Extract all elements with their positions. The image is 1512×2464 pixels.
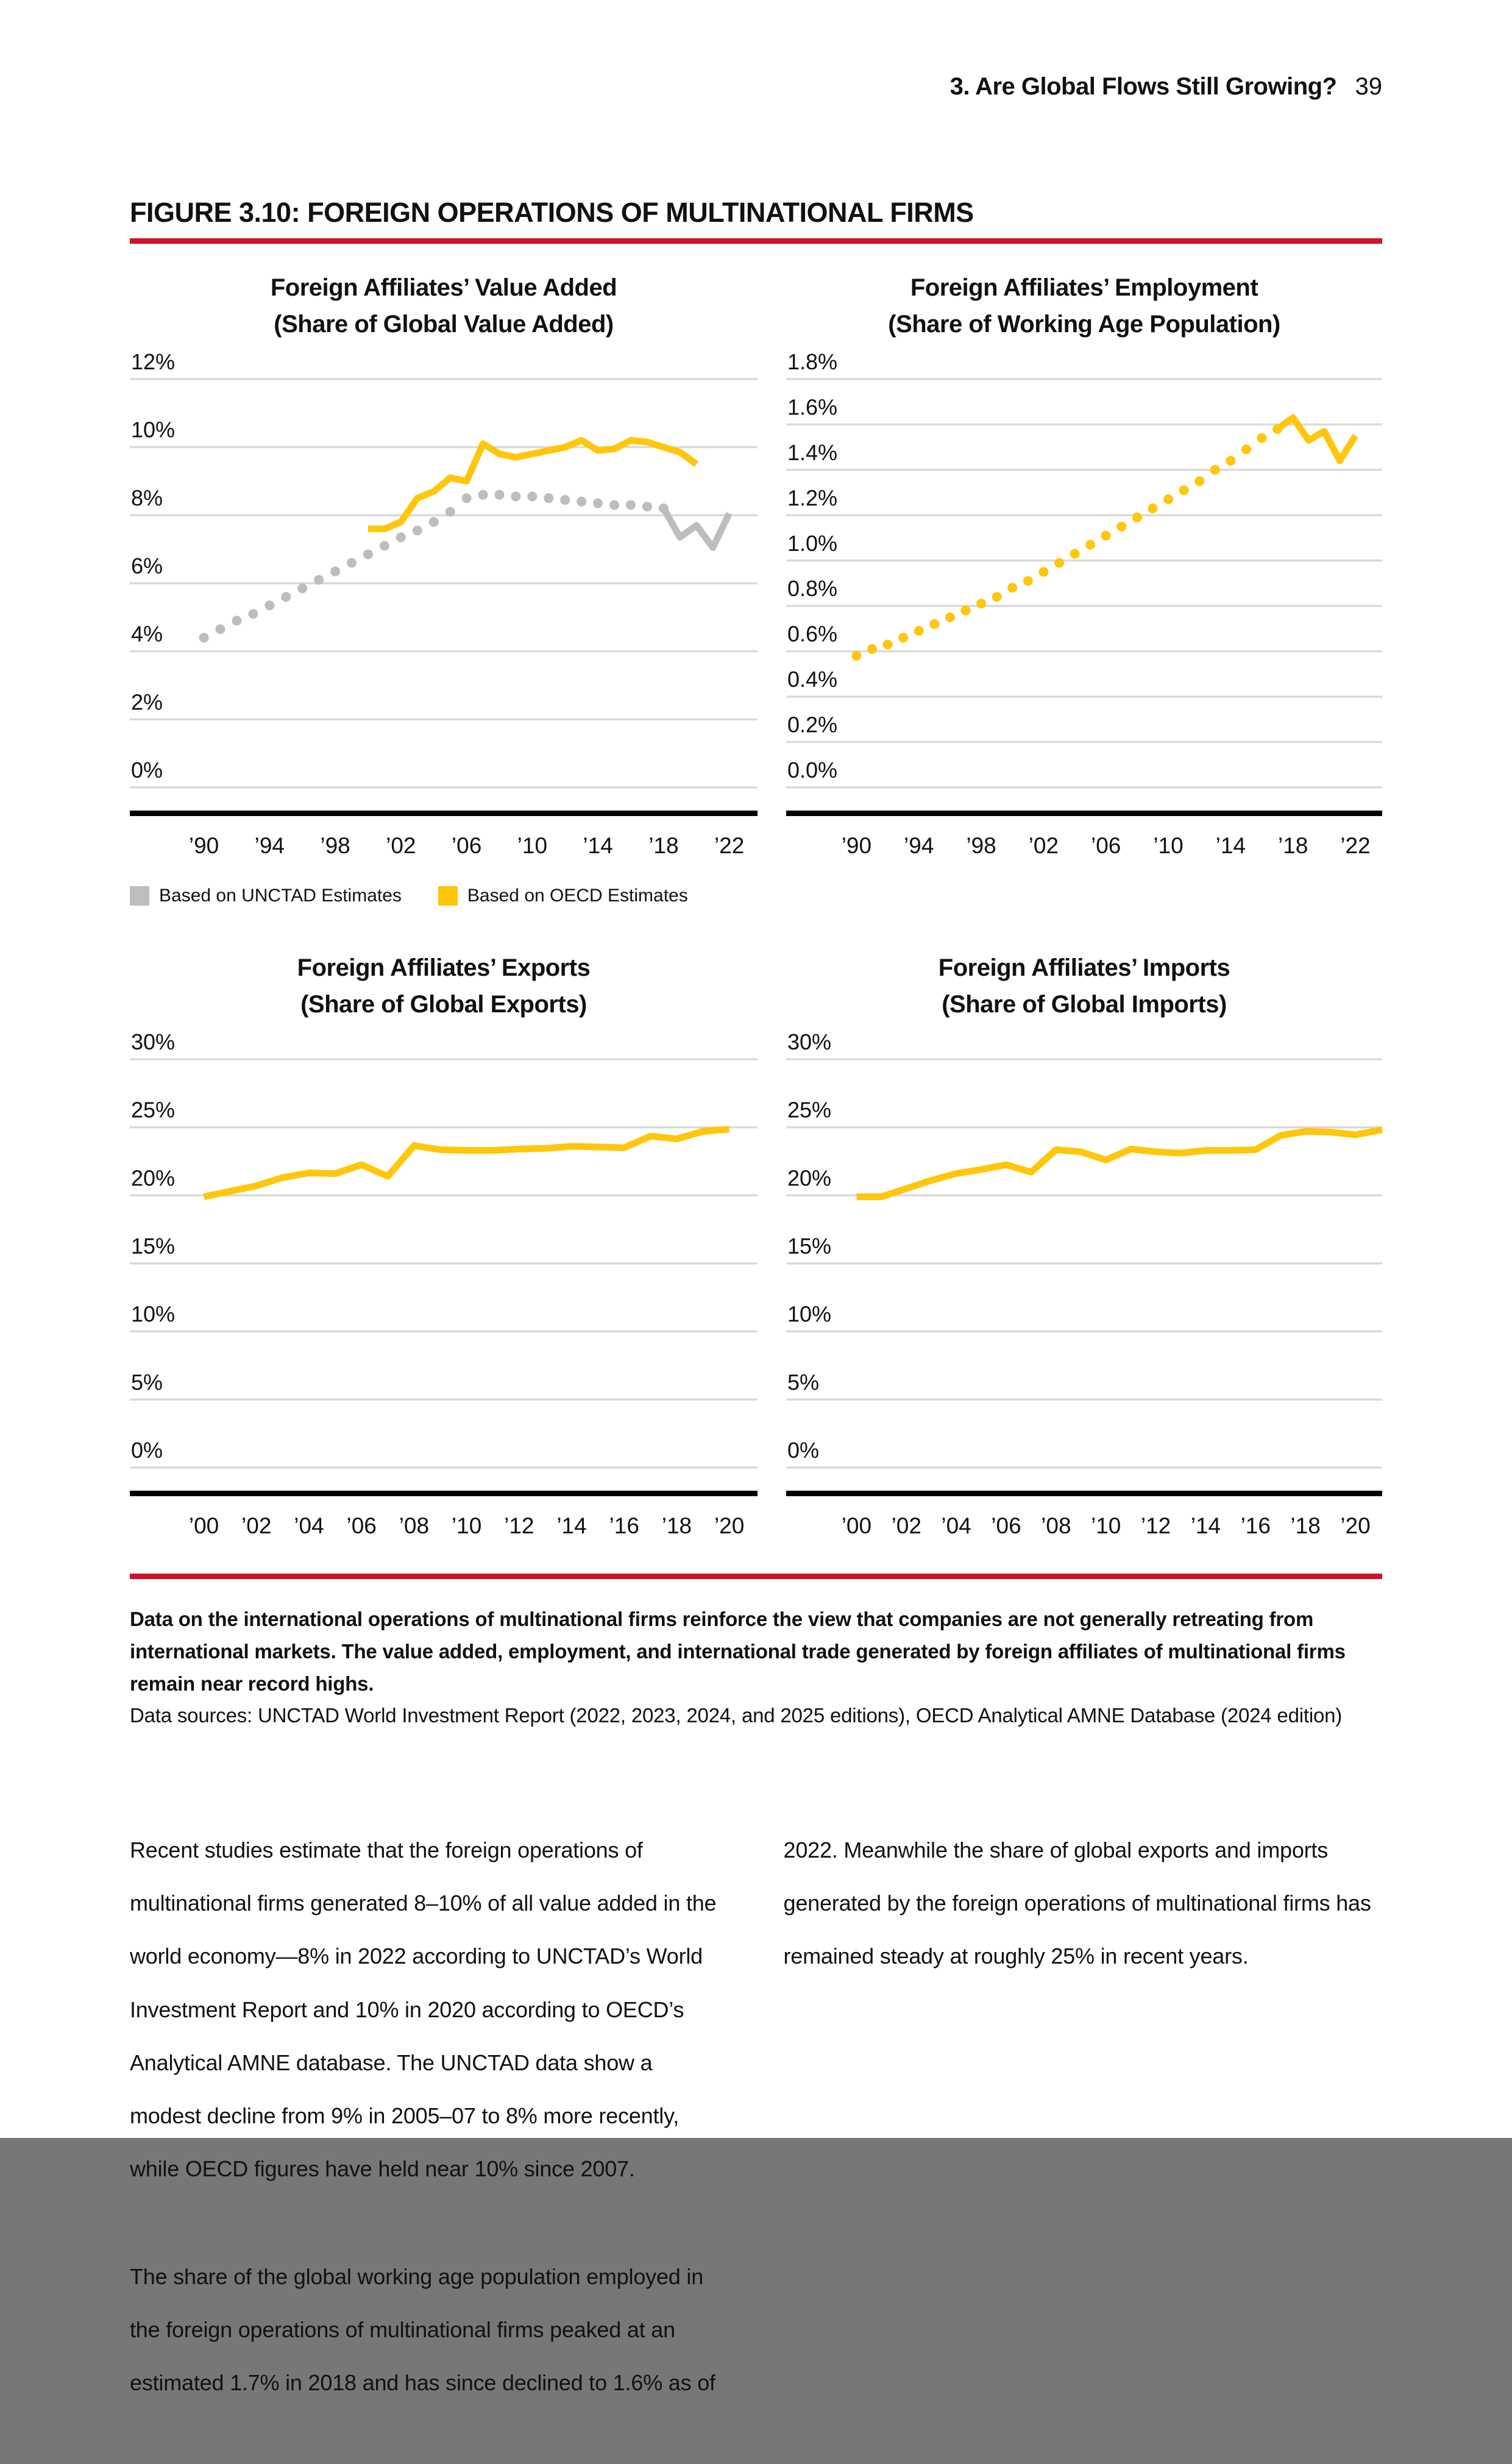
svg-text:’20: ’20 (1340, 1513, 1371, 1538)
svg-text:’16: ’16 (1240, 1513, 1271, 1538)
caption-rule (130, 1574, 1382, 1579)
svg-text:’06: ’06 (991, 1513, 1021, 1538)
paragraph: The share of the global working age population employed in the foreign operations of multinational firms peaked at an estimated 1.7% in 2018 and has since declined to 1.6% as of (130, 2263, 715, 2396)
svg-text:’94: ’94 (254, 833, 285, 858)
svg-text:’14: ’14 (1215, 833, 1246, 858)
svg-text:1.8%: 1.8% (787, 349, 838, 374)
svg-text:25%: 25% (787, 1097, 832, 1123)
svg-text:’06: ’06 (1091, 833, 1121, 858)
svg-text:’06: ’06 (451, 833, 482, 858)
exports-plot (130, 1029, 758, 1553)
svg-text:’04: ’04 (294, 1513, 324, 1538)
svg-text:0%: 0% (787, 1438, 820, 1463)
svg-text:0.2%: 0.2% (787, 712, 838, 737)
svg-text:6%: 6% (131, 553, 163, 578)
figure-title-rule (130, 238, 1382, 244)
chart-employment-title (786, 269, 1382, 349)
chart-imports (786, 950, 1382, 1553)
svg-text:’98: ’98 (966, 833, 996, 858)
svg-text:4%: 4% (131, 621, 163, 647)
svg-text:’10: ’10 (517, 833, 548, 858)
svg-text:15%: 15% (131, 1234, 176, 1259)
legend-item-unctad (130, 886, 402, 906)
svg-text:0%: 0% (131, 1438, 163, 1463)
svg-text:’02: ’02 (386, 833, 416, 858)
legend-item-oecd (438, 886, 688, 906)
svg-text:’06: ’06 (346, 1513, 377, 1538)
value-added-plot (130, 349, 758, 873)
svg-text:0.8%: 0.8% (787, 576, 838, 602)
svg-text:’14: ’14 (556, 1513, 587, 1538)
figure-caption: Data on the international operations of multinational firms reinforce the view that companies are not generally retreating from international markets. The value added, employment, and international trade generated by foreign affiliates of multinational firms remain near record highs. (130, 1608, 1346, 1695)
svg-text:10%: 10% (131, 1301, 176, 1327)
chart-title-line1: Foreign Affiliates’ Exports (297, 954, 591, 981)
svg-text:’22: ’22 (1340, 833, 1371, 858)
svg-text:’22: ’22 (714, 833, 745, 858)
chart-exports-title (130, 950, 758, 1029)
paragraph: Recent studies estimate that the foreign operations of multinational firms generated 8–10% of all value added in the world economy—8% in 2022 according to UNCTAD’s World Investment Report and 10% in 2020 according to OECD’s Analytical AMNE database. The UNCTAD data show a modest decline from 9% in 2005–07 to 8% more recently, while OECD figures have held near 10% since 2007. (130, 1837, 717, 2181)
chart-employment (786, 269, 1382, 873)
svg-text:’02: ’02 (241, 1513, 272, 1538)
svg-text:2%: 2% (131, 689, 163, 715)
body-column-left (130, 1823, 729, 2464)
chart-value-added-title (130, 269, 758, 349)
chart-title-line2: (Share of Global Exports) (300, 991, 587, 1018)
svg-text:1.4%: 1.4% (787, 439, 838, 465)
svg-text:12%: 12% (131, 349, 176, 374)
svg-text:20%: 20% (131, 1165, 176, 1191)
chart-title-line2: (Share of Working Age Population) (888, 311, 1280, 338)
chart-legend (130, 881, 758, 911)
svg-text:’20: ’20 (714, 1513, 745, 1538)
svg-text:25%: 25% (131, 1097, 176, 1123)
legend-spacer (786, 873, 1382, 911)
svg-text:’00: ’00 (188, 1513, 219, 1538)
chart-title-line2: (Share of Global Imports) (942, 991, 1227, 1018)
svg-text:’12: ’12 (504, 1513, 534, 1538)
legend-label: Based on UNCTAD Estimates (159, 886, 402, 906)
chart-title-line1: Foreign Affiliates’ Value Added (270, 274, 617, 301)
svg-text:8%: 8% (131, 485, 163, 511)
svg-text:’12: ’12 (1140, 1513, 1171, 1538)
body-columns (130, 1823, 1382, 2464)
figure-title: FIGURE 3.10: FOREIGN OPERATIONS OF MULTINATIONAL FIRMS (130, 197, 974, 228)
svg-text:’08: ’08 (399, 1513, 430, 1538)
body-column-right (784, 1823, 1383, 2464)
svg-text:’02: ’02 (891, 1513, 921, 1538)
svg-text:’18: ’18 (1290, 1513, 1321, 1538)
svg-text:10%: 10% (787, 1301, 832, 1327)
svg-text:10%: 10% (131, 417, 176, 442)
svg-text:’18: ’18 (1277, 833, 1308, 858)
svg-text:30%: 30% (787, 1029, 832, 1054)
charts-grid (130, 269, 1382, 1553)
imports-plot (786, 1029, 1382, 1553)
svg-text:’10: ’10 (451, 1513, 482, 1538)
svg-text:’18: ’18 (661, 1513, 692, 1538)
svg-text:’90: ’90 (841, 833, 872, 858)
employment-plot (786, 349, 1382, 873)
svg-text:’02: ’02 (1028, 833, 1059, 858)
svg-text:’98: ’98 (320, 833, 350, 858)
unctad-swatch-icon (130, 886, 149, 906)
oecd-swatch-icon (438, 886, 458, 906)
svg-text:15%: 15% (787, 1234, 832, 1259)
header-title: 3. Are Global Flows Still Growing? (949, 73, 1337, 100)
chart-title-line1: Foreign Affiliates’ Employment (910, 274, 1258, 301)
page-number: 39 (1355, 73, 1382, 100)
svg-text:1.0%: 1.0% (787, 530, 838, 556)
svg-text:1.6%: 1.6% (787, 394, 838, 420)
svg-text:’16: ’16 (609, 1513, 639, 1538)
svg-text:30%: 30% (131, 1029, 176, 1054)
svg-text:’08: ’08 (1041, 1513, 1071, 1538)
data-sources: Data sources: UNCTAD World Investment Report (2022, 2023, 2024, and 2025 editions), OECD Analytical AMNE Database (2024 edition) (130, 1704, 1343, 1727)
svg-text:’04: ’04 (941, 1513, 971, 1538)
svg-text:’14: ’14 (583, 833, 613, 858)
svg-text:5%: 5% (131, 1369, 163, 1395)
chart-title-line1: Foreign Affiliates’ Imports (938, 954, 1230, 981)
page-header (130, 73, 1382, 101)
svg-text:’90: ’90 (188, 833, 219, 858)
svg-text:5%: 5% (787, 1369, 820, 1395)
svg-text:0.6%: 0.6% (787, 621, 838, 647)
svg-text:20%: 20% (787, 1165, 832, 1191)
chart-value-added (130, 269, 758, 873)
svg-text:’10: ’10 (1091, 1513, 1121, 1538)
svg-text:’14: ’14 (1190, 1513, 1221, 1538)
chart-imports-title (786, 950, 1382, 1029)
chart-title-line2: (Share of Global Value Added) (274, 311, 614, 338)
svg-text:’00: ’00 (841, 1513, 872, 1538)
chart-exports (130, 950, 758, 1553)
svg-text:0.0%: 0.0% (787, 758, 838, 783)
paragraph: 2022. Meanwhile the share of global exports and imports generated by the foreign operations of multinational firms has remained steady at roughly 25% in recent years. (783, 1837, 1371, 1969)
svg-text:’94: ’94 (904, 833, 934, 858)
svg-text:’10: ’10 (1153, 833, 1184, 858)
legend-label: Based on OECD Estimates (467, 886, 688, 906)
svg-text:0.4%: 0.4% (787, 667, 838, 692)
svg-text:0%: 0% (131, 758, 163, 783)
svg-text:1.2%: 1.2% (787, 485, 838, 511)
svg-text:’18: ’18 (648, 833, 679, 858)
